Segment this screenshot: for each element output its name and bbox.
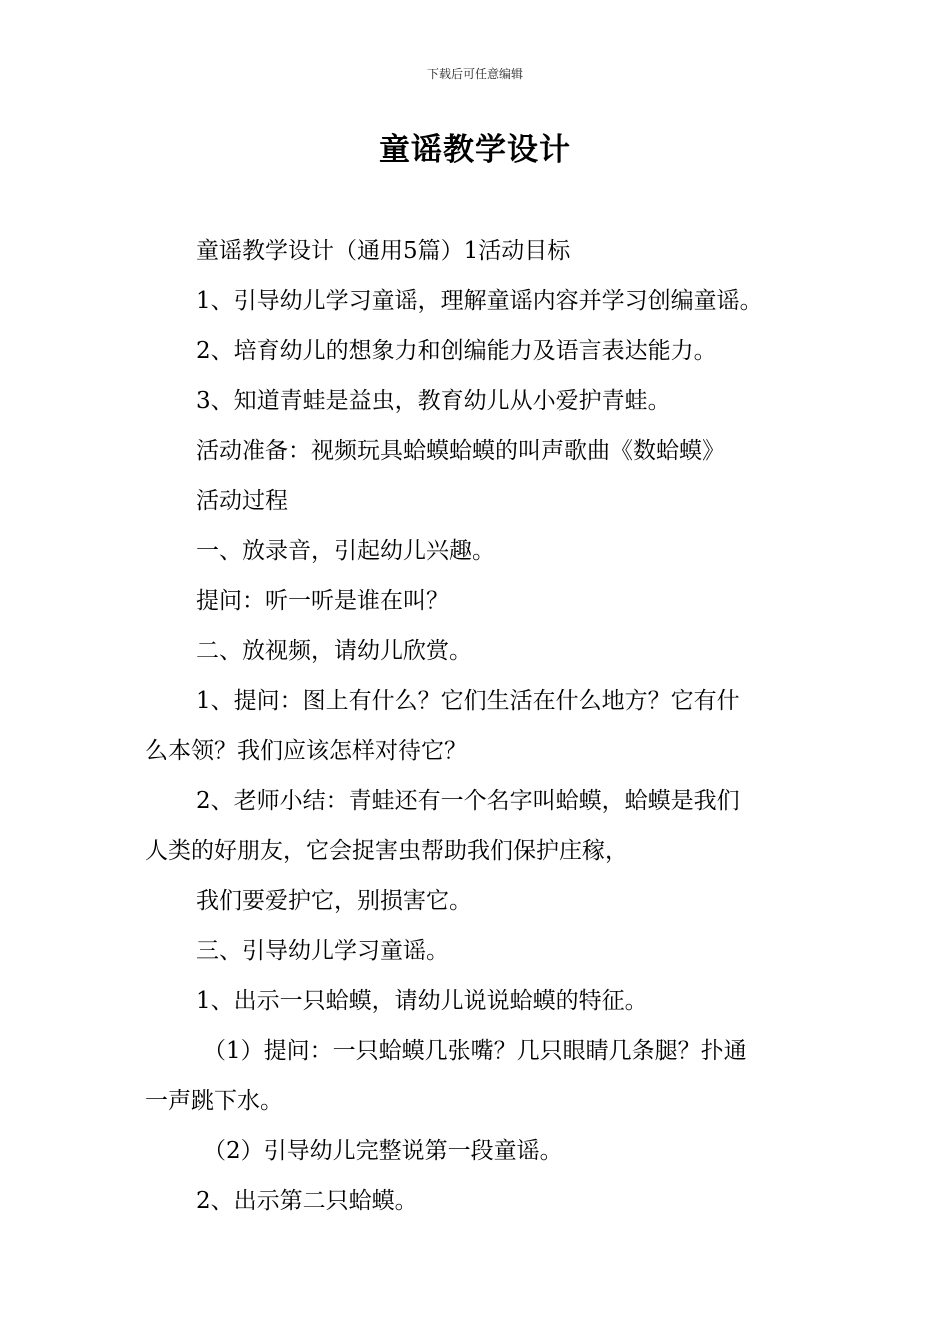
paragraph-line: 提问：听一听是谁在叫？ [196,588,449,614]
paragraph-line: 2、培育幼儿的想象力和创编能力及语言表达能力。 [196,338,717,364]
paragraph-line: （1）提问：一只蛤蟆几张嘴？几只眼睛几条腿？扑通 [203,1038,747,1064]
paragraph-line: 么本领？我们应该怎样对待它？ [145,738,467,764]
paragraph-line: 1、提问：图上有什么？它们生活在什么地方？它有什 [196,688,740,714]
paragraph-line: 活动过程 [196,488,288,514]
paragraph-line: 二、放视频，请幼儿欣赏。 [196,638,472,664]
paragraph-line: 2、出示第二只蛤蟆。 [196,1188,418,1214]
paragraph-line: 2、老师小结：青蛙还有一个名字叫蛤蟆，蛤蟆是我们 [196,788,740,814]
paragraph-line: 我们要爱护它，别损害它。 [196,888,472,914]
paragraph-line: 一、放录音，引起幼儿兴趣。 [196,538,495,564]
document-body [145,226,810,1226]
paragraph-line: 活动准备：视频玩具蛤蟆蛤蟆的叫声歌曲《数蛤蟆》 [196,438,725,464]
paragraph-line: （2）引导幼儿完整说第一段童谣。 [203,1138,563,1164]
paragraph-line: 三、引导幼儿学习童谣。 [196,938,449,964]
paragraph-line: 1、出示一只蛤蟆，请幼儿说说蛤蟆的特征。 [196,988,648,1014]
paragraph-line: 童谣教学设计（通用5篇）1活动目标 [196,238,571,264]
paragraph-line: 1、引导幼儿学习童谣，理解童谣内容并学习创编童谣。 [196,288,763,314]
paragraph-line: 3、知道青蛙是益虫，教育幼儿从小爱护青蛙。 [196,388,671,414]
document-title: 童谣教学设计 [379,132,571,168]
paragraph-line: 一声跳下水。 [145,1088,283,1114]
header-note: 下载后可任意编辑 [426,67,523,81]
paragraph-line: 人类的好朋友，它会捉害虫帮助我们保护庄稼， [145,838,628,864]
